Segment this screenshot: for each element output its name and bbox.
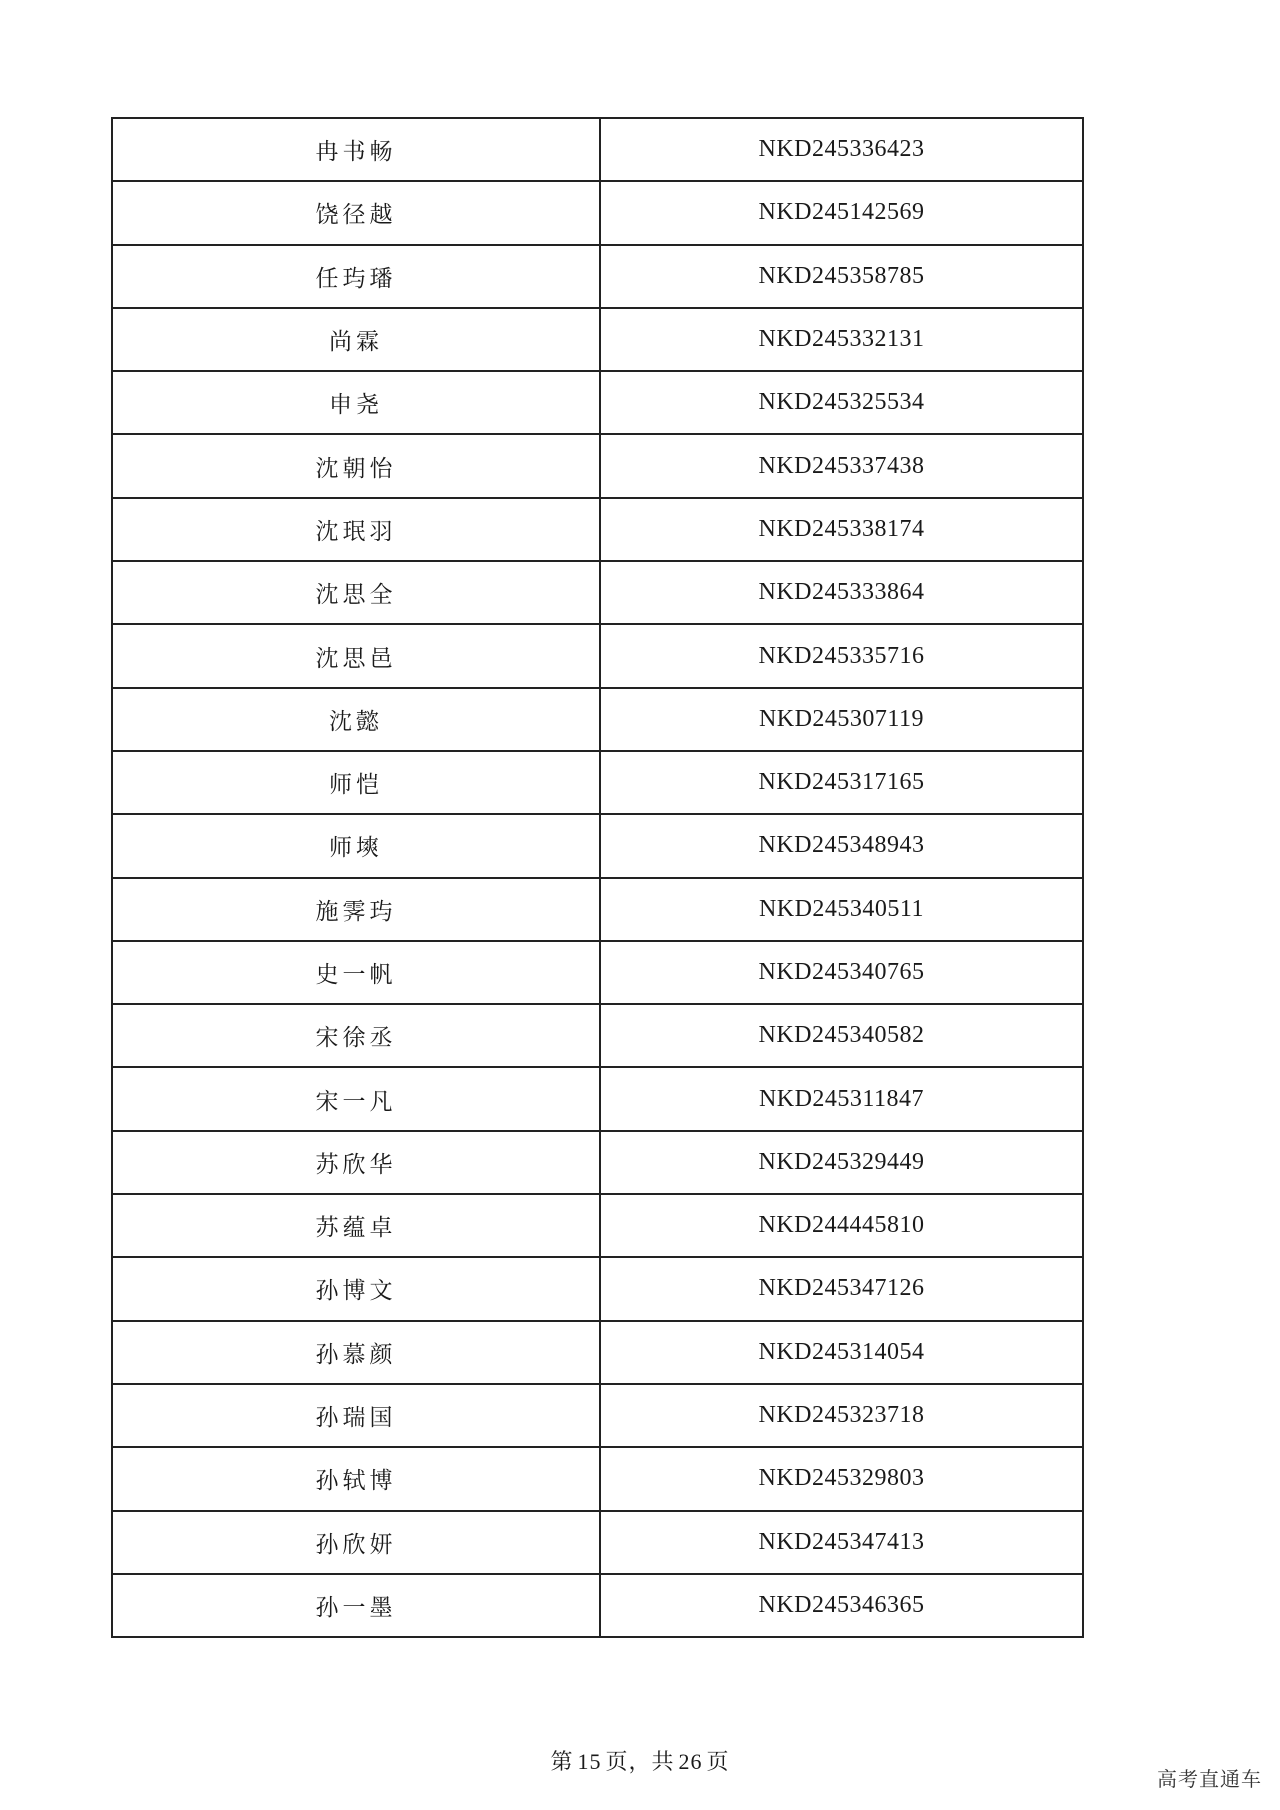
id-cell: NKD245323718: [600, 1384, 1083, 1447]
id-cell: NKD245358785: [600, 245, 1083, 308]
table-row: [112, 1511, 1083, 1574]
name-cell: 孙轼博: [112, 1447, 600, 1510]
footer-prefix: 第: [550, 1750, 574, 1775]
name-cell: 孙博文: [112, 1257, 600, 1320]
current-page-number: 15: [577, 1749, 602, 1774]
id-cell: NKD245338174: [600, 498, 1083, 561]
id-cell: NKD245340511: [600, 878, 1083, 941]
table-row: [112, 1004, 1083, 1067]
name-cell: 沈朝怡: [112, 434, 600, 497]
name-cell: 史一帆: [112, 941, 600, 1004]
id-cell: NKD245347413: [600, 1511, 1083, 1574]
name-cell: 孙欣妍: [112, 1511, 600, 1574]
id-cell: NKD245340582: [600, 1004, 1083, 1067]
name-cell: 冉书畅: [112, 118, 600, 181]
table-row: [112, 118, 1083, 181]
id-cell: NKD245346365: [600, 1574, 1083, 1637]
name-cell: 宋一凡: [112, 1067, 600, 1130]
id-cell: NKD245336423: [600, 118, 1083, 181]
table-body: [112, 118, 1083, 1637]
table-row: [112, 878, 1083, 941]
table-row: [112, 181, 1083, 244]
table-row: [112, 1257, 1083, 1320]
name-cell: 师塽: [112, 814, 600, 877]
footer-suffix: 页: [706, 1750, 730, 1775]
name-cell: 宋徐丞: [112, 1004, 600, 1067]
table-row: [112, 434, 1083, 497]
table-row: [112, 1384, 1083, 1447]
id-cell: NKD245348943: [600, 814, 1083, 877]
table-row: [112, 371, 1083, 434]
table-row: [112, 941, 1083, 1004]
table-row: [112, 814, 1083, 877]
table-row: [112, 688, 1083, 751]
id-cell: NKD245311847: [600, 1067, 1083, 1130]
id-cell: NKD245307119: [600, 688, 1083, 751]
name-cell: 沈思全: [112, 561, 600, 624]
table-row: [112, 624, 1083, 687]
id-cell: NKD245317165: [600, 751, 1083, 814]
id-cell: NKD245333864: [600, 561, 1083, 624]
table-row: [112, 308, 1083, 371]
id-cell: NKD245332131: [600, 308, 1083, 371]
page-footer: [0, 1745, 1280, 1776]
id-cell: NKD244445810: [600, 1194, 1083, 1257]
name-cell: 沈珉羽: [112, 498, 600, 561]
id-cell: NKD245340765: [600, 941, 1083, 1004]
total-pages-number: 26: [678, 1749, 703, 1774]
name-cell: 沈懿: [112, 688, 600, 751]
id-cell: NKD245142569: [600, 181, 1083, 244]
name-cell: 孙瑞国: [112, 1384, 600, 1447]
table-row: [112, 1321, 1083, 1384]
id-cell: NKD245337438: [600, 434, 1083, 497]
name-cell: 尚霖: [112, 308, 600, 371]
name-cell: 沈思邑: [112, 624, 600, 687]
id-cell: NKD245329803: [600, 1447, 1083, 1510]
table-row: [112, 498, 1083, 561]
table-row: [112, 1131, 1083, 1194]
id-cell: NKD245314054: [600, 1321, 1083, 1384]
table-row: [112, 751, 1083, 814]
footer-middle: 页，共: [605, 1750, 675, 1775]
results-table: [111, 117, 1084, 1638]
name-cell: 师恺: [112, 751, 600, 814]
table-row: [112, 561, 1083, 624]
name-cell: 施霁玙: [112, 878, 600, 941]
results-table-container: [111, 117, 1084, 1638]
table-row: [112, 1067, 1083, 1130]
name-cell: 孙慕颜: [112, 1321, 600, 1384]
id-cell: NKD245335716: [600, 624, 1083, 687]
name-cell: 申尧: [112, 371, 600, 434]
id-cell: NKD245325534: [600, 371, 1083, 434]
name-cell: 苏蕴卓: [112, 1194, 600, 1257]
name-cell: 苏欣华: [112, 1131, 600, 1194]
id-cell: NKD245347126: [600, 1257, 1083, 1320]
table-row: [112, 245, 1083, 308]
table-row: [112, 1574, 1083, 1637]
table-row: [112, 1194, 1083, 1257]
name-cell: 孙一墨: [112, 1574, 600, 1637]
watermark-logo: 高考直通车: [1157, 1767, 1262, 1791]
name-cell: 任玙璠: [112, 245, 600, 308]
name-cell: 饶径越: [112, 181, 600, 244]
table-row: [112, 1447, 1083, 1510]
id-cell: NKD245329449: [600, 1131, 1083, 1194]
